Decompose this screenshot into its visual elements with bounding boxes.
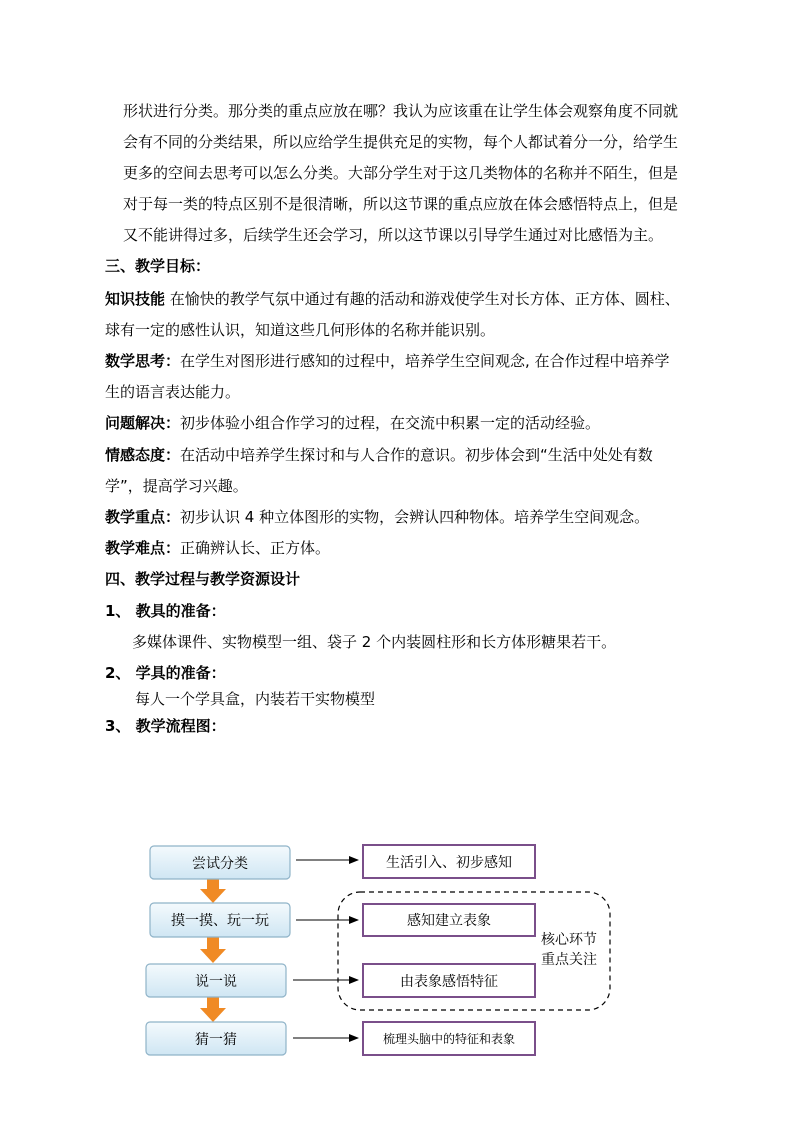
problem-label: 问题解决： [105, 414, 181, 432]
item1-heading: 1、 教具的准备： [105, 602, 226, 620]
paragraph-line-3: 更多的空间去思考可以怎么分类。大部分学生对于这几类物体的名称并不陌生，但是 [123, 164, 679, 182]
item3-heading: 3、 教学流程图： [105, 717, 226, 735]
flow-outcome-2-label: 感知建立表象 [407, 913, 491, 929]
flow-outcome-3-label: 由表象感悟特征 [400, 974, 498, 990]
attitude-text-cont: 学”，提高学习兴趣。 [105, 477, 248, 495]
flow-step-3-label: 说一说 [195, 974, 237, 990]
thinking-label: 数学思考： [105, 352, 181, 370]
item1-text: 多媒体课件、实物模型一组、袋子 2 个内装圆柱形和长方体形糖果若干。 [132, 633, 617, 651]
knowledge-text-cont: 球有一定的感性认识，知道这些几何形体的名称并能识别。 [105, 321, 496, 339]
flow-outcome-1-label: 生活引入、初步感知 [386, 855, 512, 871]
item2-heading: 2、 学具的准备： [105, 664, 226, 682]
flow-step-1-label: 尝试分类 [192, 856, 248, 872]
item2-text: 每人一个学具盒，内装若干实物模型 [135, 690, 376, 708]
orange-down-arrows [200, 878, 226, 1022]
paragraph-line-2: 会有不同的分类结果，所以应给学生提供充足的实物，每个人都试着分一分，给学生 [123, 133, 679, 151]
flow-outcome-4-label: 梳理头脑中的特征和表象 [382, 1032, 516, 1046]
key-label: 教学重点： [105, 508, 181, 526]
difficulty-text: 正确辨认长、正方体。 [180, 539, 331, 557]
knowledge-text: 在愉快的教学气氛中通过有趣的活动和游戏使学生对长方体、正方体、圆柱、 [165, 290, 680, 308]
paragraph-line-1: 形状进行分类。那分类的重点应放在哪？我认为应该重在让学生体会观察角度不同就 [123, 102, 679, 120]
problem-text: 初步体验小组合作学习的过程，在交流中积累一定的活动经验。 [180, 414, 601, 432]
paragraph-line-4: 对于每一类的特点区别不是很清晰，所以这节课的重点应放在体会感悟特点上，但是 [123, 195, 679, 213]
attitude-text: 在活动中培养学生探讨和与人合作的意识。初步体会到“生活中处处有数 [180, 446, 653, 464]
thinking-text-cont: 生的语言表达能力。 [105, 383, 241, 401]
thinking-text: 在学生对图形进行感知的过程中，培养学生空间观念, 在合作过程中培养学 [180, 352, 670, 370]
paragraph-line-5: 又不能讲得过多，后续学生还会学习，所以这节课以引导学生通过对比感悟为主。 [123, 226, 664, 244]
difficulty-label: 教学难点： [105, 539, 181, 557]
core-note-line-2: 重点关注 [541, 952, 597, 968]
section3-heading: 三、教学目标： [105, 257, 211, 275]
section4-heading: 四、教学过程与教学资源设计 [105, 570, 301, 588]
core-note-line-1: 核心环节 [541, 932, 597, 948]
attitude-label: 情感态度： [105, 446, 181, 464]
knowledge-label: 知识技能 [105, 290, 166, 308]
key-text: 初步认识 4 种立体图形的实物，会辨认四种物体。培养学生空间观念。 [180, 508, 650, 526]
flow-step-2-label: 摸一摸、玩一玩 [171, 913, 269, 929]
flow-step-4-label: 猜一猜 [195, 1032, 237, 1048]
